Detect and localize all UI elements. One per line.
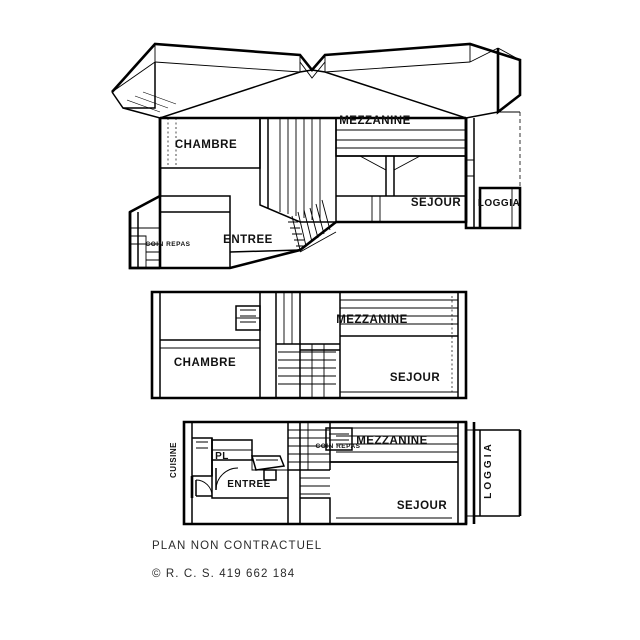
label-loggia-perspective: LOGGIA [477,198,521,209]
label-coin-repas-plan: COIN REPAS [315,443,361,450]
label-cuisine-plan: CUISINE [169,442,178,478]
section-elevation-view [152,292,466,398]
label-mezzanine-plan: MEZZANINE [356,435,428,447]
footer-registration: © R. C. S. 419 662 184 [152,568,296,580]
label-coin-repas-perspective: COIN REPAS [145,241,191,248]
label-chambre-elevation: CHAMBRE [173,357,237,369]
label-entree-plan: ENTREE [227,479,271,490]
perspective-view [112,44,520,268]
label-loggia-plan: LOGGIA [483,441,494,499]
label-entree-perspective: ENTREE [223,234,273,246]
label-mezzanine-perspective: MEZZANINE [339,115,411,127]
label-chambre-perspective: CHAMBRE [174,139,238,151]
floor-plan-view [169,422,520,524]
label-sejour-elevation: SEJOUR [389,372,441,384]
footer-disclaimer: PLAN NON CONTRACTUEL [152,540,323,552]
label-mezzanine-elevation: MEZZANINE [336,314,408,326]
label-pl-plan: PL [215,451,229,462]
label-sejour-perspective: SEJOUR [410,197,462,209]
label-sejour-plan: SEJOUR [396,500,448,512]
